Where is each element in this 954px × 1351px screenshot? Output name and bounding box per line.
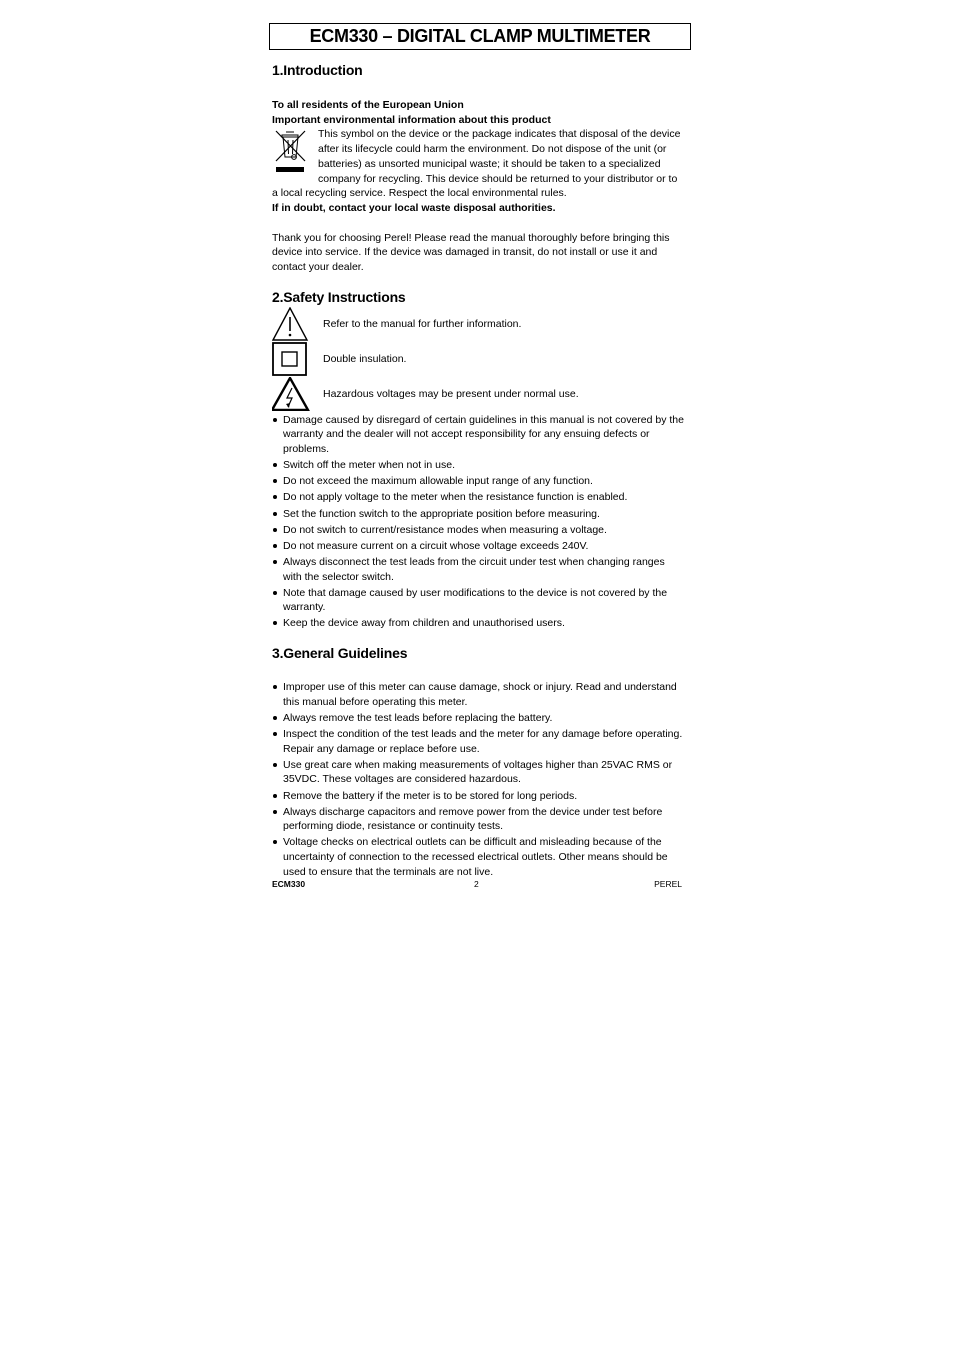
list-item: Always remove the test leads before replacing the battery. <box>272 711 686 726</box>
list-item: Set the function switch to the appropriate position before measuring. <box>272 507 686 522</box>
footer-brand: PEREL <box>654 879 682 889</box>
list-item: Do not switch to current/resistance modes when measuring a voltage. <box>272 523 686 538</box>
disposal-text: This symbol on the device or the package indicates that disposal of the device after its lifecycle could harm the environment. Do not dispose of the unit (or batteries) as unsorted municipal waste; it should be taken to a specialized company for recycling. This device should be returned to your distributor or to a local recycling service. Respect the local environmental rules. <box>272 128 681 200</box>
general-heading: 3.General Guidelines <box>272 645 408 662</box>
page-content <box>272 60 686 881</box>
crossed-out-bin-icon <box>272 127 310 175</box>
warning-text: Refer to the manual for further information. <box>323 317 522 330</box>
disposal-block <box>272 127 686 201</box>
eu-residents-line: To all residents of the European Union <box>272 99 464 111</box>
list-item: Voltage checks on electrical outlets can be difficult and misleading because of the uncertainty of connection to the recessed electrical outlets. Other means should be used to ensure that the terminals are not live. <box>272 835 686 879</box>
list-item: Remove the battery if the meter is to be stored for long periods. <box>272 789 686 804</box>
list-item: Do not apply voltage to the meter when the resistance function is enabled. <box>272 490 686 505</box>
symbol-row-warning <box>272 307 686 342</box>
list-item: Do not measure current on a circuit whose voltage exceeds 240V. <box>272 539 686 554</box>
list-item: Note that damage caused by user modifications to the device is not covered by the warranty. <box>272 586 686 615</box>
list-item: Improper use of this meter can cause damage, shock or injury. Read and understand this manual before operating this meter. <box>272 680 686 709</box>
high-voltage-text: Hazardous voltages may be present under normal use. <box>323 387 579 400</box>
thanks-paragraph: Thank you for choosing Perel! Please read the manual thoroughly before bringing this device into service. If the device was damaged in transit, do not install or use it and contact your dealer. <box>272 231 670 274</box>
list-item: Do not exceed the maximum allowable input range of any function. <box>272 474 686 489</box>
safety-heading: 2.Safety Instructions <box>272 288 406 305</box>
footer-model: ECM330 <box>272 879 306 889</box>
symbol-row-high-voltage <box>272 377 686 412</box>
list-item: Damage caused by disregard of certain guidelines in this manual is not covered by the warranty and the dealer will not accept responsibility for any ensuing defects or problems. <box>272 413 686 457</box>
list-item: Always disconnect the test leads from the circuit under test when changing ranges with the selector switch. <box>272 555 686 584</box>
warning-icon <box>272 307 310 341</box>
double-insulation-icon <box>272 342 310 376</box>
list-item: Switch off the meter when not in use. <box>272 458 686 473</box>
safety-symbol-list <box>272 307 686 412</box>
environment-info-line: Important environmental information about this product <box>272 113 551 126</box>
document-title: ECM330 – DIGITAL CLAMP MULTIMETER <box>269 23 691 50</box>
symbol-row-double-insulation <box>272 342 686 377</box>
list-item: Use great care when making measurements of voltages higher than 25VAC RMS or 35VDC. These voltages are considered hazardous. <box>272 758 686 787</box>
list-item: Always discharge capacitors and remove power from the device under test before performing diode, resistance or continuity tests. <box>272 805 686 834</box>
intro-heading: 1.Introduction <box>272 62 363 78</box>
safety-list <box>272 413 686 631</box>
general-list <box>272 680 686 879</box>
list-item: Keep the device away from children and unauthorised users. <box>272 616 686 631</box>
doubt-line: If in doubt, contact your local waste disposal authorities. <box>272 201 556 214</box>
high-voltage-icon <box>272 377 310 411</box>
list-item: Inspect the condition of the test leads and the meter for any damage before operating. Repair any damage or replace before use. <box>272 727 686 756</box>
double-insulation-text: Double insulation. <box>323 352 407 365</box>
page-number: 2 <box>474 879 479 889</box>
